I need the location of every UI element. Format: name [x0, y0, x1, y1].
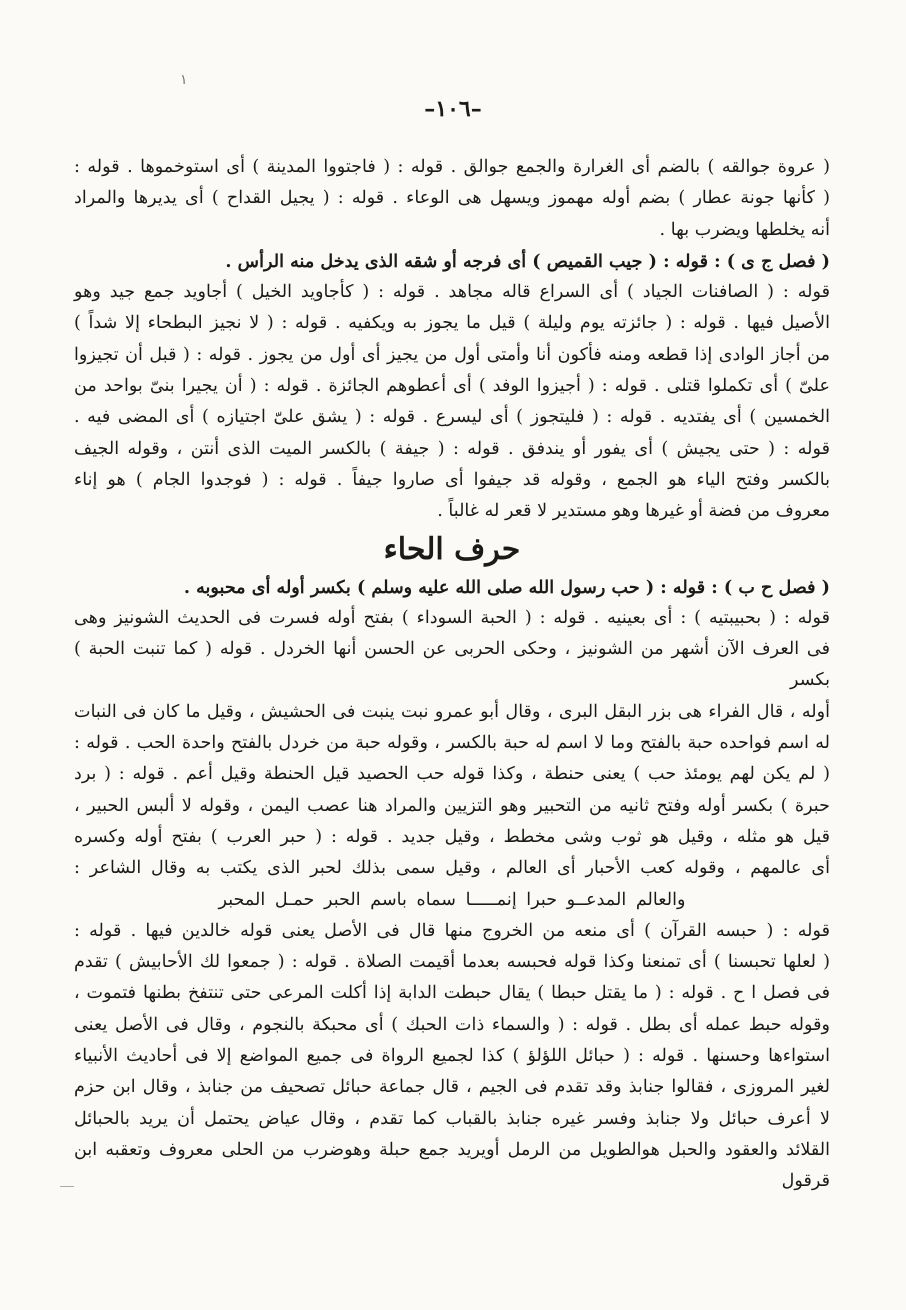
text-line: قيل هو مثله ، وقيل هو ثوب وشى مخطط ، وقيل جديد . قوله : ( حبر العرب ) بفتح أوله وكسره	[74, 826, 830, 847]
text-line: الخمسين ) أى يفتديه . قوله : ( فليتجوز ) أى ليسرع . قوله : ( يشق علىّ اجتيازه ) أى المضى فيه .	[74, 407, 830, 428]
chapter-heading: حرف الحاء	[383, 531, 521, 567]
text-line: فى فصل ا ح . قوله : ( ما يقتل حبطا ) يقال حبطت الدابة إذا أكلت المرعى حتى تنتفخ بطنها فتموت ،	[74, 983, 830, 1004]
text-line: وقوله حبط عمله أى بطل . قوله : ( والسماء ذات الحبك ) أى محبكة بالنجوم ، وقال فى الأصل يعنى	[74, 1014, 830, 1035]
text-line: معروف من فضة أو غيرها وهو مستدير لا قعر له غالباً .	[437, 501, 830, 522]
page-speck: ١	[180, 72, 188, 88]
text-line: من أجاز الوادى إذا قطعه ومنه فأكون أنا وأمتى أول من يجيز أى أول من يجوز . قوله : ( قبل أن تجيزوا	[74, 344, 830, 365]
text-line: فى العرف الآن أشهر من الشونيز ، وحكى الحربى عن الحسن أنها الخردل . قوله ( كما تنبت الحبة ) بكسر	[74, 639, 830, 691]
text-line: بالكسر وفتح الياء هو الجمع ، وقوله قد جيفوا أى صاروا جيفاً . قوله : ( فوجدوا الجام ) هو إناء	[74, 469, 830, 490]
text-line: قوله : ( بحبيبتيه ) : أى بعينيه . قوله : ( الحبة السوداء ) بفتح أوله فسرت فى الحديث الشونيز وهى	[74, 607, 830, 628]
text-line: الأصيل فيها . قوله : ( جائزته يوم وليلة ) قيل ما يجوز به ويكفيه . قوله : ( لا نجيز البطحاء إلا شداً )	[74, 313, 830, 334]
main-text	[74, 152, 830, 1198]
text-line: ( لعلها تحبسنا ) أى تمنعنا وكذا قوله فحبسه بعدما أقيمت الصلاة . قوله : ( جمعوا لك الأحابيش ) تقدم	[74, 952, 830, 973]
text-line: ( عروة جوالقه ) بالضم أى الغرارة والجمع جوالق . قوله : ( فاجتووا المدينة ) أى استوخموها . قوله :	[74, 157, 830, 177]
text-line: أنه يخلطها ويضرب بها .	[659, 219, 830, 240]
text-line: أى عالمهم ، وقوله كعب الأحبار أى العالم ، وقيل سمى بذلك لحبر الذى يكتب به وقال الشاعر :	[74, 858, 830, 879]
margin-mark	[60, 1186, 74, 1187]
text-line: ( لم يكن لهم يومئذ حب ) يعنى حنطة ، وكذا قوله حب الحصيد قيل الحنطة وقيل أعم . قوله : ( برد	[74, 764, 830, 785]
text-line: قوله : ( حبسه القرآن ) أى منعه من الخروج منها قال فى الأصل يعنى قوله خالدين فيها . قوله :	[74, 920, 830, 941]
section-heading-line: ( فصل ح ب ) : قوله : ( حب رسول الله صلى الله عليه وسلم ) بكسر أوله أى محبوبه .	[183, 576, 830, 598]
text-line: لا أعرف حبائل ولا جنابذ وفسر غيره جنابذ بالقباب كما تقدم ، وقال عياض يحتمل أن يريد بالحبائل	[74, 1108, 830, 1129]
text-line: لغير المروزى ، فقالوا جنابذ وقد تقدم فى الجيم ، قال جماعة حبائل تصحيف من جنابذ ، وقال ابن حزم	[74, 1077, 830, 1098]
poetry-verse: والعالم المدعــو حبرا إنمـــــا سماه باسم الحبر حمـل المحبر	[218, 889, 686, 910]
text-line: حبرة ) بكسر أوله وفتح ثانيه من التحبير وهو التزيين والمراد هنا عصب اليمن ، وقوله لا ألبس الحبير ،	[74, 795, 830, 816]
text-line: القلائد والعقود والحبل هوالطويل من الرمل أويريد جمع حبلة وهوضرب من الحلى معروف وتعقبه ابن قرقول	[74, 1139, 830, 1192]
text-line: استواءها وحسنها . قوله : ( حبائل اللؤلؤ ) كذا لجميع الرواة فى جميع المواضع إلا فى أحاديث الأنبياء	[74, 1046, 830, 1067]
text-line: علىّ ) أى تكملوا قتلى . قوله : ( أجيزوا الوفد ) أى أعطوهم الجائزة . قوله : ( أن يجيرا بنىّ بواحد من	[74, 376, 830, 397]
text-line: أوله ، قال الفراء هى بزر البقل البرى ، وقال أبو عمرو نبت ينبت فى الحشيش ، وقيل ما كان فى النبات	[74, 701, 830, 722]
text-line: قوله : ( حتى يجيش ) أى يفور أو يندفق . قوله : ( جيفة ) بالكسر الميت الذى أنتن ، وقوله الجيف	[74, 438, 830, 459]
text-line: له اسم فواحده حبة بالفتح وما لا اسم له حبة بالكسر ، وقوله حبة من خردل بالفتح واحدة الحب . قوله :	[74, 733, 830, 754]
page-number: –١٠٦–	[424, 96, 482, 122]
text-line: ( كأنها جونة عطار ) بضم أوله مهموز ويسهل هى الوعاء . قوله : ( يجيل القداح ) أى يديرها والمراد	[74, 188, 830, 209]
section-heading-line: ( فصل ج ى ) : قوله : ( جيب القميص ) أى فرجه أو شقه الذى يدخل منه الرأس .	[225, 250, 830, 272]
text-line: قوله : ( الصافنات الجياد ) أى السراع قاله مجاهد . قوله : ( كأجاويد الخيل ) أجاويد جمع جيد وهو	[74, 282, 830, 303]
